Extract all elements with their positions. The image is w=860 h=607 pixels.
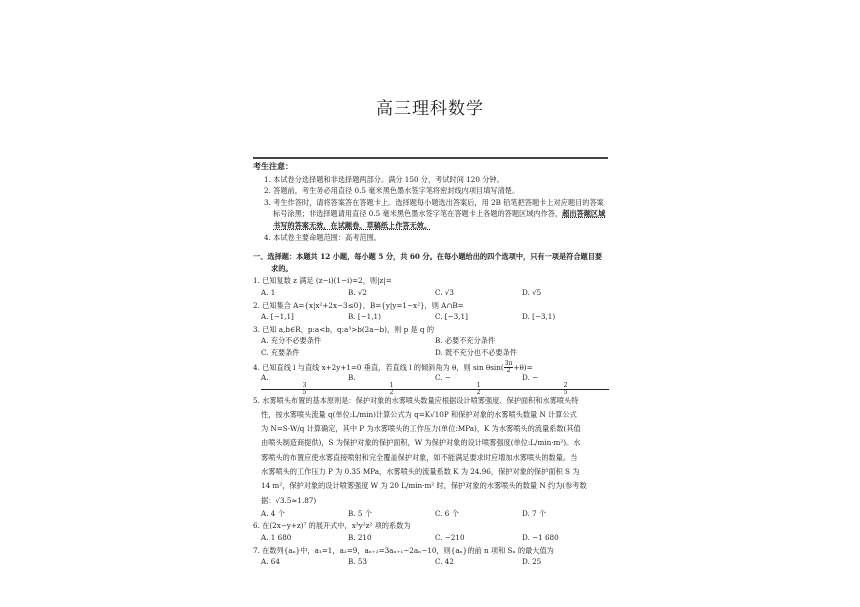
option-c: C. 6 个 xyxy=(435,508,459,518)
option-a: A. 1 680 xyxy=(261,533,292,543)
question-2-options xyxy=(253,311,609,323)
section-1-heading-cont: 求的。 xyxy=(271,263,293,273)
notice-block xyxy=(253,161,609,243)
notice-item-3-text: 3. 考生作答时，请将答案答在答题卡上。选择题每小题选出答案后，用 2B 铅笔把答题卡上对应题目的答案标号涂黑；非选择题请用直径 0.5 毫米黑色墨水签字笔在答题卡上各题的答题区域内作答， xyxy=(264,197,604,219)
fraction-numerator: 3 xyxy=(261,383,348,390)
option-a xyxy=(261,372,348,397)
question-7 xyxy=(253,545,609,568)
question-5-line-7: 14 m²，保护对象的设计喷雾强度 W 为 20 L/min·m² 时，保护对象的水雾喷头的数量 N 约为(参考数 xyxy=(261,481,587,491)
question-2-stem: 2. 已知集合 A={x|x²+2x−3≤0}，B={y|y=1−x²}，则 A∩B= xyxy=(253,300,464,310)
fraction-numerator: 3π xyxy=(504,360,513,367)
option-c: C. √3 xyxy=(435,287,454,297)
question-6-options xyxy=(253,532,609,544)
question-5 xyxy=(253,394,609,520)
question-4 xyxy=(253,360,609,397)
option-label: B. xyxy=(348,372,356,382)
option-c: C. −210 xyxy=(435,533,465,543)
fraction-denominator: 2 xyxy=(506,367,511,374)
option-b: B. 必要不充分条件 xyxy=(435,336,496,346)
option-b: B. 53 xyxy=(348,557,367,567)
option-a: A. 充分不必要条件 xyxy=(261,336,322,346)
option-sign: − xyxy=(444,372,451,382)
question-5-line-1: 5. 水雾喷头布置的基本原则是：保护对象的水雾喷头数量应根据设计喷雾强度、保护面积和水雾喷头特 xyxy=(253,395,579,405)
fraction-numerator: 2 xyxy=(522,383,609,390)
question-6-stem: 6. 在(2x−y+z)⁷ 的展开式中，x³y²z² 项的系数为 xyxy=(253,521,411,531)
notice-item-1: 1. 本试卷分选择题和非选择题两部分。满分 150 分，考试时间 120 分钟。 xyxy=(264,174,504,184)
notice-item-4: 4. 本试卷主要命题范围：高考范围。 xyxy=(264,232,381,242)
fraction-denominator: 5 xyxy=(563,389,568,397)
question-1-stem: 1. 已知复数 z 满足 (z−i)(1−i)=2，则|z|= xyxy=(253,276,392,286)
option-b: B. 5 个 xyxy=(348,508,372,518)
question-5-line-2: 性，按水雾喷头流量 q(单位:L/min)计算公式为 q=K√10P 和保护对象的水雾喷头数量 N 计算公式 xyxy=(261,409,577,419)
question-3-options-row-1 xyxy=(253,335,609,347)
fraction-denominator: 5 xyxy=(302,389,307,397)
question-5-line-4: 由喷头制造商提供)，S 为保护对象的保护面积，W 为保护对象的设计喷雾强度(单位:L/min·m²)。水 xyxy=(261,438,581,448)
question-5-line-8: 据：√3.5≈1.87) xyxy=(261,495,317,505)
fraction-numerator: 1 xyxy=(435,383,522,390)
question-5-line-6: 水雾喷头的工作压力 P 为 0.35 MPa，水雾喷头的流量系数 K 为 24.96，保护对象的保护面积 S 为 xyxy=(261,466,580,476)
question-7-stem: 7. 在数列{aₙ}中，a₁=1，a₂=9，aₙ₊₂=3aₙ₊₁−2aₙ−10，则{aₙ}的前 n 项和 Sₙ 的最大值为 xyxy=(253,545,554,555)
notice-item-2: 2. 答题前，考生务必用直径 0.5 毫米黑色墨水签字笔将密封线内项目填写清楚。 xyxy=(264,186,520,196)
question-4-stem-b: +θ)= xyxy=(513,362,533,372)
question-6 xyxy=(253,520,609,543)
section-1-heading: 一、选择题：本题共 12 小题，每小题 5 分，共 60 分。在每小题给出的四个选项中，只有一项是符合题目要 xyxy=(253,252,603,262)
question-4-stem-a: 4. 已知直线 l 与直线 x+2y+1=0 垂直，若直线 l 的倾斜角为 θ，则 sin θsin( xyxy=(253,362,504,372)
option-c: C. 充要条件 xyxy=(261,347,300,357)
option-a: A. 4 个 xyxy=(261,508,285,518)
option-a: A. 1 xyxy=(261,287,276,297)
question-2 xyxy=(253,300,609,323)
option-b xyxy=(348,372,435,397)
header-divider xyxy=(253,157,608,159)
option-a: A. 64 xyxy=(261,557,280,567)
option-d xyxy=(522,372,609,397)
question-5-line-5: 雾喷头的布置应使水雾直接喷射和完全覆盖保护对象，如不能满足要求时应增加水雾喷头的数量。当 xyxy=(261,452,578,462)
question-7-options xyxy=(253,556,609,568)
question-5-options xyxy=(253,508,609,520)
option-d: D. √5 xyxy=(522,287,542,297)
option-b: B. [−1,1) xyxy=(348,312,381,322)
question-4-options xyxy=(253,372,609,397)
option-d: D. 既不充分也不必要条件 xyxy=(435,347,517,357)
option-d: D. 7 个 xyxy=(522,508,547,518)
option-a: A. [−1,1] xyxy=(261,312,294,322)
fraction-denominator: 2 xyxy=(389,389,394,397)
notice-heading: 考生注意： xyxy=(253,161,293,171)
exam-content xyxy=(253,161,609,568)
option-d: D. 25 xyxy=(522,557,542,567)
option-d: D. [−3,1) xyxy=(522,312,556,322)
option-label: A. xyxy=(261,372,269,382)
question-5-line-3: 为 N=S·W/q 计算确定，其中 P 为水雾喷头的工作压力(单位:MPa)，K 为水雾喷头的流量系数(其值 xyxy=(261,424,581,434)
option-sign: − xyxy=(532,372,539,382)
question-3-options-row-2 xyxy=(253,347,609,359)
question-1-options xyxy=(253,287,609,299)
page-title: 高三理科数学 xyxy=(376,99,484,119)
fraction-numerator: 1 xyxy=(348,383,435,390)
option-c: C. [−3,1] xyxy=(435,312,468,322)
option-label: D. xyxy=(522,372,533,382)
question-3-stem: 3. 已知 a,b∈R，p:a<b，q:a³>b(2a−b)，则 p 是 q 的 xyxy=(253,324,435,334)
notice-item-3-bold: 超出答题区域书写的答案无效，在试题卷、草稿纸上作答无效。 xyxy=(273,209,606,230)
option-b: B. 210 xyxy=(348,533,372,543)
option-b: B. √2 xyxy=(348,287,368,297)
option-c xyxy=(435,372,522,397)
option-c: C. 42 xyxy=(435,557,454,567)
question-1 xyxy=(253,275,609,298)
fraction-denominator: 2 xyxy=(476,389,481,397)
option-d: D. −1 680 xyxy=(522,533,559,543)
option-label: C. xyxy=(435,372,445,382)
question-3 xyxy=(253,324,609,359)
notice-item-3 xyxy=(253,197,609,232)
